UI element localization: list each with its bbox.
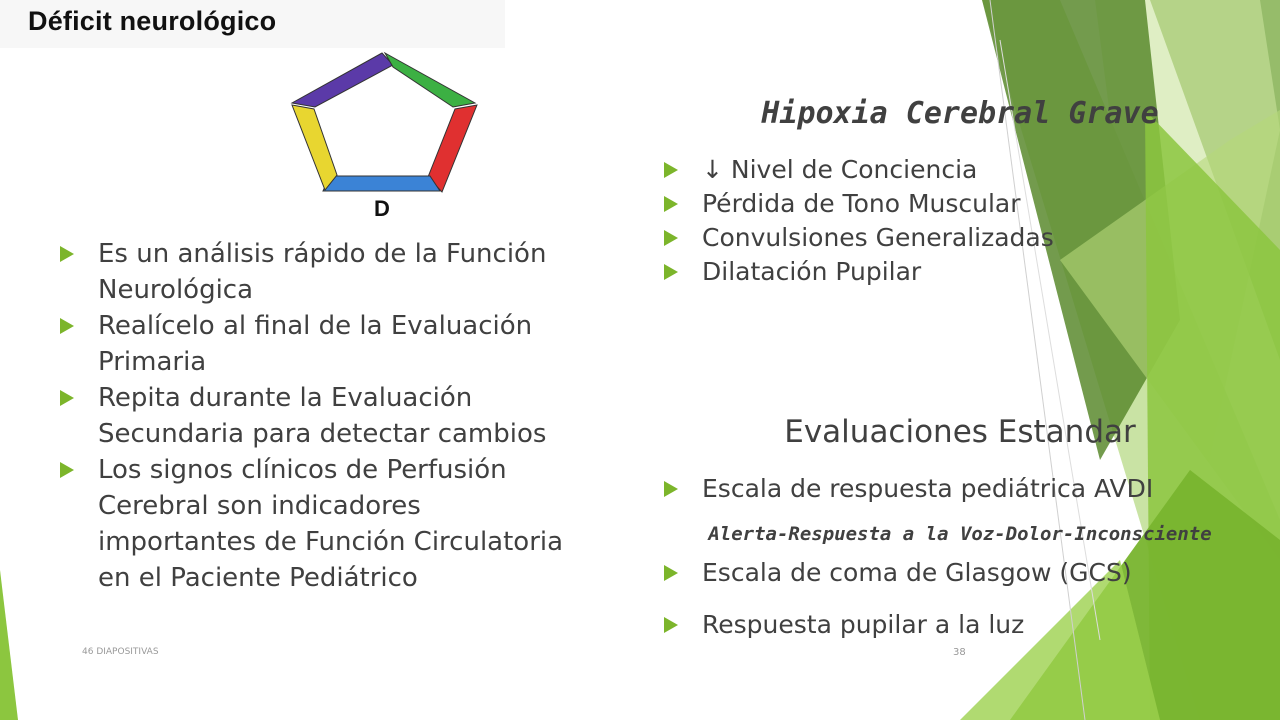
right-triangle-arrow-icon <box>664 481 678 497</box>
list-item: Realícelo al final de la Evaluación Primaria <box>60 308 580 380</box>
right-triangle-arrow-icon <box>60 246 74 262</box>
pentagon-side-red <box>428 105 477 192</box>
right-triangle-arrow-icon <box>664 230 678 246</box>
list-item: Pérdida de Tono Muscular <box>664 187 1264 221</box>
evaluaciones-list <box>664 472 1264 642</box>
right-triangle-arrow-icon <box>60 462 74 478</box>
hipoxia-list <box>664 153 1264 289</box>
right-triangle-arrow-icon <box>664 264 678 280</box>
list-item: Es un análisis rápido de la Función Neurológica <box>60 236 580 308</box>
list-item: Convulsiones Generalizadas <box>664 221 1264 255</box>
list-item: Respuesta pupilar a la luz <box>664 608 1264 642</box>
section-title-evaluaciones: Evaluaciones Estandar <box>784 414 1136 450</box>
avdi-expansion: Alerta-Respuesta a la Voz-Dolor-Inconsciente <box>708 523 1212 545</box>
right-triangle-arrow-icon <box>60 390 74 406</box>
list-item: Escala de respuesta pediátrica AVDI <box>664 472 1264 506</box>
section-title-hipoxia: Hipoxia Cerebral Grave <box>761 96 1159 131</box>
right-triangle-arrow-icon <box>664 162 678 178</box>
list-item: ↓ Nivel de Conciencia <box>664 153 1264 187</box>
pentagon-side-green <box>385 53 475 107</box>
slide-heading: Déficit neurológico <box>28 6 277 36</box>
pentagon-side-purple <box>292 53 393 107</box>
list-item: Repita durante la Evaluación Secundaria para detectar cambios <box>60 380 580 452</box>
list-item: Los signos clínicos de Perfusión Cerebral son indicadores importantes de Función Circulatoria en el Paciente Pediátrico <box>60 452 580 596</box>
diagram-label: D <box>374 196 390 221</box>
pentagon-side-yellow <box>292 105 337 190</box>
slide-number: 38 <box>953 647 966 658</box>
right-triangle-arrow-icon <box>664 617 678 633</box>
list-item: Escala de coma de Glasgow (GCS) <box>664 556 1264 590</box>
left-bullet-list <box>60 236 580 596</box>
right-triangle-arrow-icon <box>664 196 678 212</box>
right-triangle-arrow-icon <box>664 565 678 581</box>
right-triangle-arrow-icon <box>60 318 74 334</box>
footer-text: 46 DIAPOSITIVAS <box>82 647 159 657</box>
pentagon-side-blue <box>323 176 440 191</box>
list-item: Dilatación Pupilar <box>664 255 1264 289</box>
